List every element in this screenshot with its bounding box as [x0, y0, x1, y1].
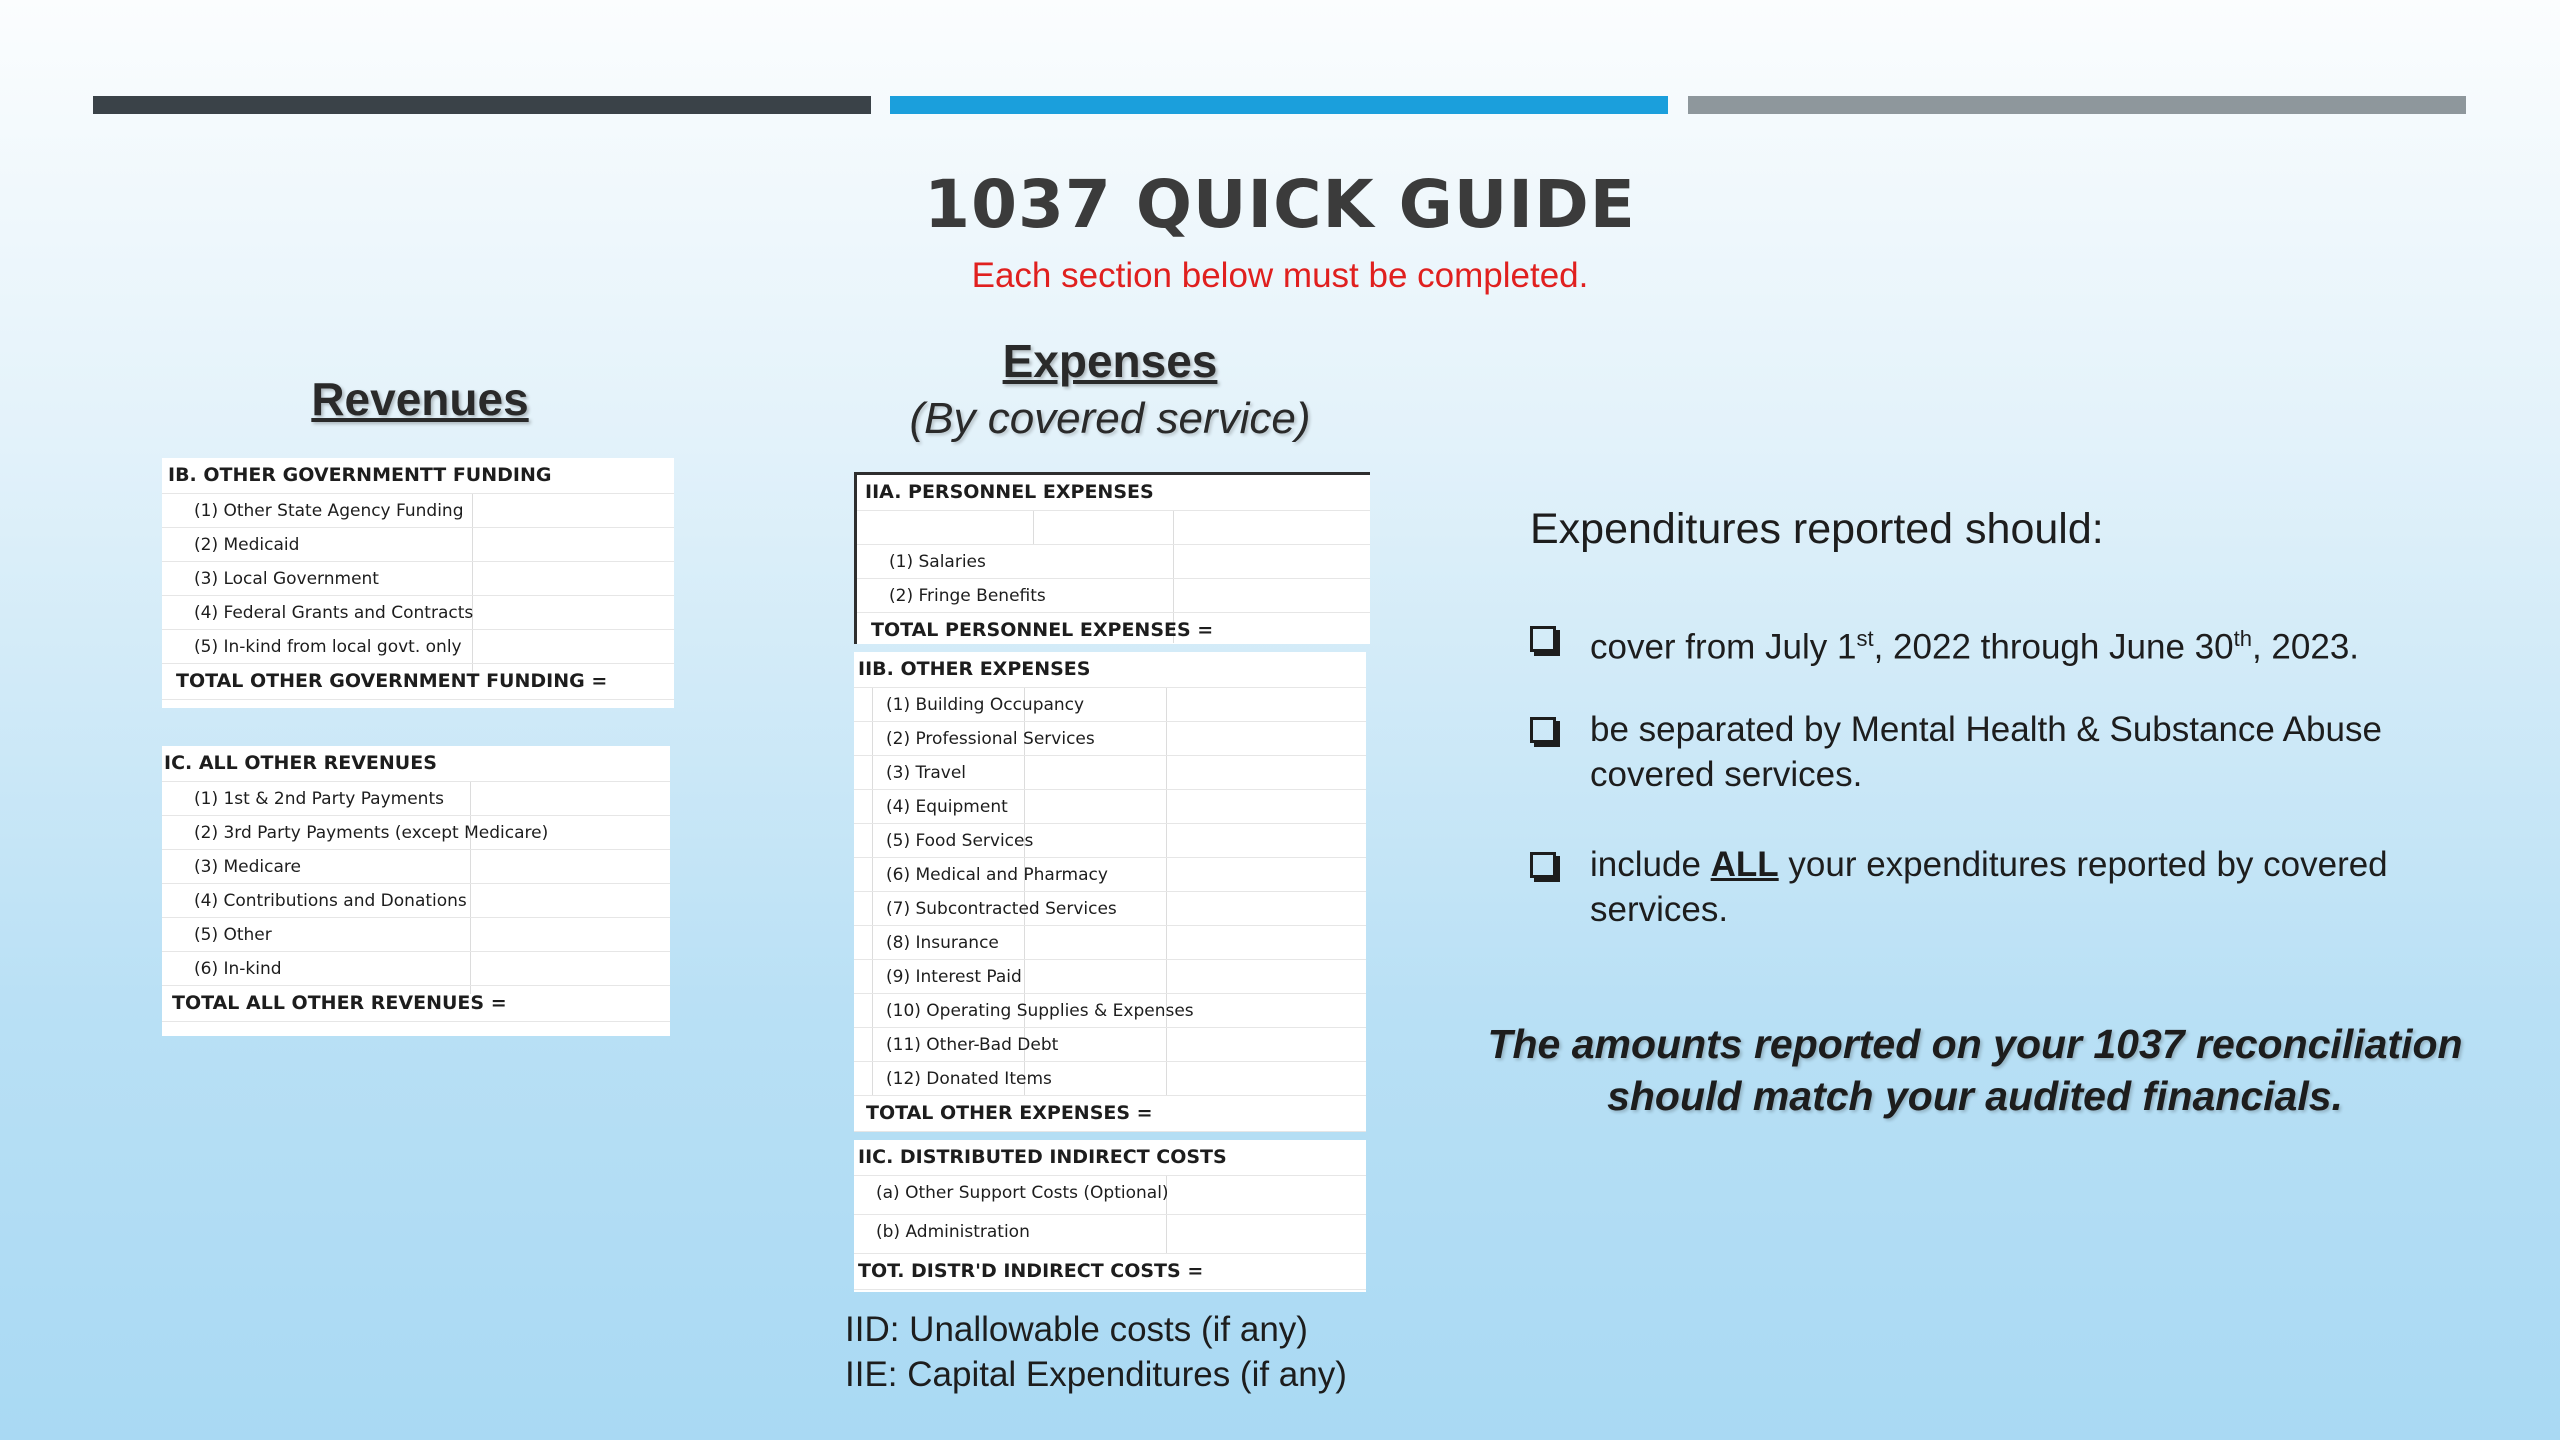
ib-item-1: (1) Other State Agency Funding: [162, 494, 674, 528]
iib-item-12: (12) Donated Items: [854, 1062, 1366, 1096]
iic-item-b: (b) Administration: [854, 1215, 1366, 1254]
bullet-period: [1530, 616, 2460, 670]
ic-item-1: (1) 1st & 2nd Party Payments: [162, 782, 670, 816]
ic-item-4: (4) Contributions and Donations: [162, 884, 670, 918]
ic-revenues-table: [162, 746, 670, 1036]
iib-item-11: (11) Other-Bad Debt: [854, 1028, 1366, 1062]
iib-item-3: (3) Travel: [854, 756, 1366, 790]
iib-item-6: (6) Medical and Pharmacy: [854, 858, 1366, 892]
iib-item-2: (2) Professional Services: [854, 722, 1366, 756]
ib-item-3: (3) Local Government: [162, 562, 674, 596]
page-subtitle: Each section below must be completed.: [971, 256, 1589, 295]
bullet-separated-text: be separated by Mental Health & Substance Abuse covered services.: [1590, 710, 2382, 794]
expenses-heading: Expenses: [1002, 335, 1218, 387]
iia-item-1: (1) Salaries: [857, 545, 1370, 579]
note-iid: IID: Unallowable costs (if any): [845, 1310, 1308, 1349]
iib-item-7: (7) Subcontracted Services: [854, 892, 1366, 926]
page-title: 1037 QUICK GUIDE: [924, 166, 1636, 243]
iic-total: TOT. DISTR'D INDIRECT COSTS =: [854, 1254, 1366, 1290]
iia-personnel-table: [854, 472, 1370, 644]
ic-item-5: (5) Other: [162, 918, 670, 952]
ib-item-2: (2) Medicaid: [162, 528, 674, 562]
expenditures-intro: Expenditures reported should:: [1530, 505, 2104, 553]
iic-indirect-costs-table: [854, 1140, 1366, 1292]
iib-total: TOTAL OTHER EXPENSES =: [854, 1096, 1366, 1132]
note-iie: IIE: Capital Expenditures (if any): [845, 1355, 1347, 1394]
iib-item-5: (5) Food Services: [854, 824, 1366, 858]
bullet-period-text: cover from July 1st, 2022 through June 30th, 2023.: [1590, 626, 2360, 667]
header-bar-gray: [1688, 96, 2466, 114]
revenues-heading: Revenues: [311, 373, 529, 425]
checkbox-bullet-icon: [1530, 626, 1556, 652]
ib-item-4: (4) Federal Grants and Contracts: [162, 596, 674, 630]
iia-blank-row: [857, 511, 1370, 545]
header-bar-blue: [890, 96, 1668, 114]
header-bar-dark: [93, 96, 871, 114]
iic-item-a: (a) Other Support Costs (Optional): [854, 1176, 1366, 1215]
bullet-separated: [1530, 707, 2460, 797]
iia-header: IIA. PERSONNEL EXPENSES: [857, 475, 1370, 511]
iib-item-10: (10) Operating Supplies & Expenses: [854, 994, 1366, 1028]
iib-header: IIB. OTHER EXPENSES: [854, 652, 1366, 688]
ic-item-3: (3) Medicare: [162, 850, 670, 884]
bullet-include-text: include ALL your expenditures reported by covered services.: [1590, 845, 2388, 929]
closing-statement: The amounts reported on your 1037 reconciliation should match your audited financials.: [1487, 1021, 2463, 1119]
iib-other-expenses-table: [854, 652, 1366, 1132]
ic-total: TOTAL ALL OTHER REVENUES =: [162, 986, 670, 1022]
iib-item-9: (9) Interest Paid: [854, 960, 1366, 994]
bullet-include: [1530, 842, 2460, 932]
expenses-subheading: (By covered service): [909, 394, 1311, 443]
iic-header: IIC. DISTRIBUTED INDIRECT COSTS: [854, 1140, 1366, 1176]
iib-item-8: (8) Insurance: [854, 926, 1366, 960]
ib-header: IB. OTHER GOVERNMENTT FUNDING: [162, 458, 674, 494]
ib-total: TOTAL OTHER GOVERNMENT FUNDING =: [162, 664, 674, 700]
iib-item-1: (1) Building Occupancy: [854, 688, 1366, 722]
ib-item-5: (5) In-kind from local govt. only: [162, 630, 674, 664]
ic-item-2: (2) 3rd Party Payments (except Medicare): [162, 816, 670, 850]
ic-header: IC. ALL OTHER REVENUES: [162, 746, 670, 782]
ib-funding-table: [162, 458, 674, 708]
iia-item-2: (2) Fringe Benefits: [857, 579, 1370, 613]
ic-item-6: (6) In-kind: [162, 952, 670, 986]
checkbox-bullet-icon: [1530, 852, 1556, 878]
iia-total: TOTAL PERSONNEL EXPENSES =: [857, 613, 1370, 644]
iib-item-4: (4) Equipment: [854, 790, 1366, 824]
checkbox-bullet-icon: [1530, 717, 1556, 743]
